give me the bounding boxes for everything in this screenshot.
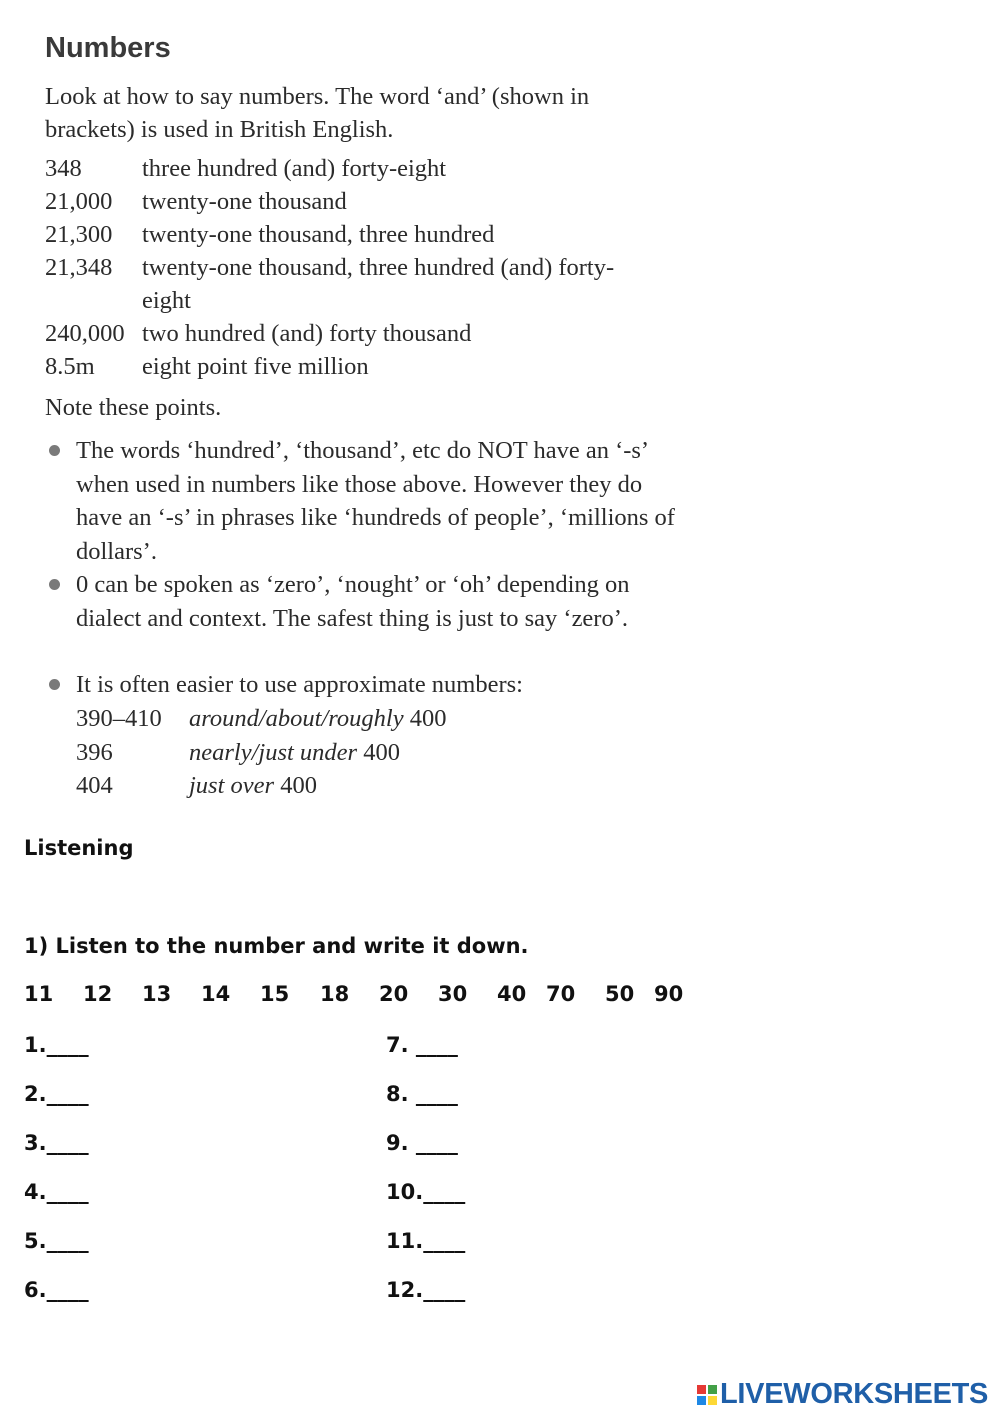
number-option: 50 (605, 982, 635, 1006)
intro-paragraph: Look at how to say numbers. The word ‘and’ (shown in brackets) is used in British English. (45, 83, 590, 143)
answer-blank-1[interactable]: 1.____ (24, 1033, 89, 1057)
approx-example-row (76, 736, 446, 770)
example-words: twenty-one thousand, three hundred (142, 221, 495, 248)
answer-blank-12[interactable]: 12.____ (386, 1278, 466, 1302)
approx-value: 400 (280, 772, 317, 799)
logo-square (697, 1396, 706, 1405)
number-option: 70 (546, 982, 576, 1006)
approx-number: 396 (76, 738, 113, 766)
logo-grid-icon (697, 1385, 717, 1405)
number-example-row (45, 218, 642, 251)
answer-blank-10[interactable]: 10.____ (386, 1180, 466, 1204)
bullet-dot-icon (49, 679, 60, 690)
approx-description: just over (189, 772, 275, 799)
example-words: three hundred (and) forty-eight (142, 155, 447, 182)
approx-number: 404 (76, 772, 113, 799)
number-option: 15 (260, 982, 290, 1006)
example-number: 21,300 (45, 221, 113, 248)
bullet-text: The words ‘hundred’, ‘thousand’, etc do NOT have an ‘-s’ when used in numbers like those above. However they do have an ‘-s’ in phrases like ‘hundreds of people’, ‘millions of dollars’. (76, 437, 675, 565)
number-option: 30 (438, 982, 468, 1006)
number-option: 13 (142, 982, 172, 1006)
approx-value: 400 (363, 738, 400, 766)
page-title: Numbers (45, 32, 171, 64)
bullet-dot-icon (49, 445, 60, 456)
number-example-row (45, 350, 642, 383)
example-words: eight point five million (142, 353, 369, 380)
logo-text: LIVEWORKSHEETS (720, 1378, 989, 1410)
number-option: 90 (654, 982, 684, 1006)
approx-value: 400 (409, 705, 447, 732)
logo-square (708, 1396, 717, 1405)
example-number: 21,348 (45, 254, 113, 281)
answer-blank-9[interactable]: 9. ____ (386, 1131, 458, 1155)
bullet-point (45, 434, 685, 568)
listening-title: Listening (24, 836, 134, 860)
answer-blank-5[interactable]: 5.____ (24, 1229, 89, 1253)
exercise-instruction: 1) Listen to the number and write it down. (24, 934, 529, 958)
approx-example-row (76, 769, 446, 803)
number-option: 12 (83, 982, 113, 1006)
example-number: 8.5m (45, 353, 95, 380)
bullet-point (45, 568, 685, 635)
number-example-row (45, 317, 642, 350)
number-option: 14 (201, 982, 231, 1006)
number-option: 11 (24, 982, 54, 1006)
approx-description: nearly/just under (189, 738, 358, 766)
approx-description: around/about/roughly (189, 705, 404, 732)
number-example-row (45, 152, 642, 185)
bullet-dot-icon (49, 579, 60, 590)
numbers-example-table (45, 152, 642, 383)
approx-number: 390–410 (76, 705, 162, 732)
answer-blank-4[interactable]: 4.____ (24, 1180, 89, 1204)
example-words: twenty-one thousand, three hundred (and) forty-eight (142, 254, 615, 314)
number-example-row (45, 185, 642, 218)
bullet-text: 0 can be spoken as ‘zero’, ‘nought’ or ‘oh’ depending on dialect and context. The safest thing is just to say ‘zero’. (76, 571, 630, 632)
bullet-text: It is often easier to use approximate numbers: (76, 671, 523, 698)
example-words: twenty-one thousand (142, 188, 347, 215)
approx-example-row (76, 702, 446, 736)
answer-blank-11[interactable]: 11.____ (386, 1229, 466, 1253)
liveworksheets-logo (697, 1378, 988, 1411)
answer-blank-3[interactable]: 3.____ (24, 1131, 89, 1155)
note-text: Note these points. (45, 394, 222, 421)
approx-example-table (76, 702, 446, 803)
answer-blank-2[interactable]: 2.____ (24, 1082, 89, 1106)
answer-blank-7[interactable]: 7. ____ (386, 1033, 458, 1057)
number-option: 40 (497, 982, 527, 1006)
number-option: 20 (379, 982, 409, 1006)
example-words: two hundred (and) forty thousand (142, 320, 472, 347)
example-number: 21,000 (45, 188, 113, 215)
example-number: 240,000 (45, 320, 125, 347)
number-example-row (45, 251, 642, 317)
answer-blank-6[interactable]: 6.____ (24, 1278, 89, 1302)
logo-square (708, 1385, 717, 1394)
answer-blank-8[interactable]: 8. ____ (386, 1082, 458, 1106)
number-option: 18 (320, 982, 350, 1006)
bullet-point (45, 668, 685, 702)
logo-square (697, 1385, 706, 1394)
example-number: 348 (45, 155, 82, 182)
